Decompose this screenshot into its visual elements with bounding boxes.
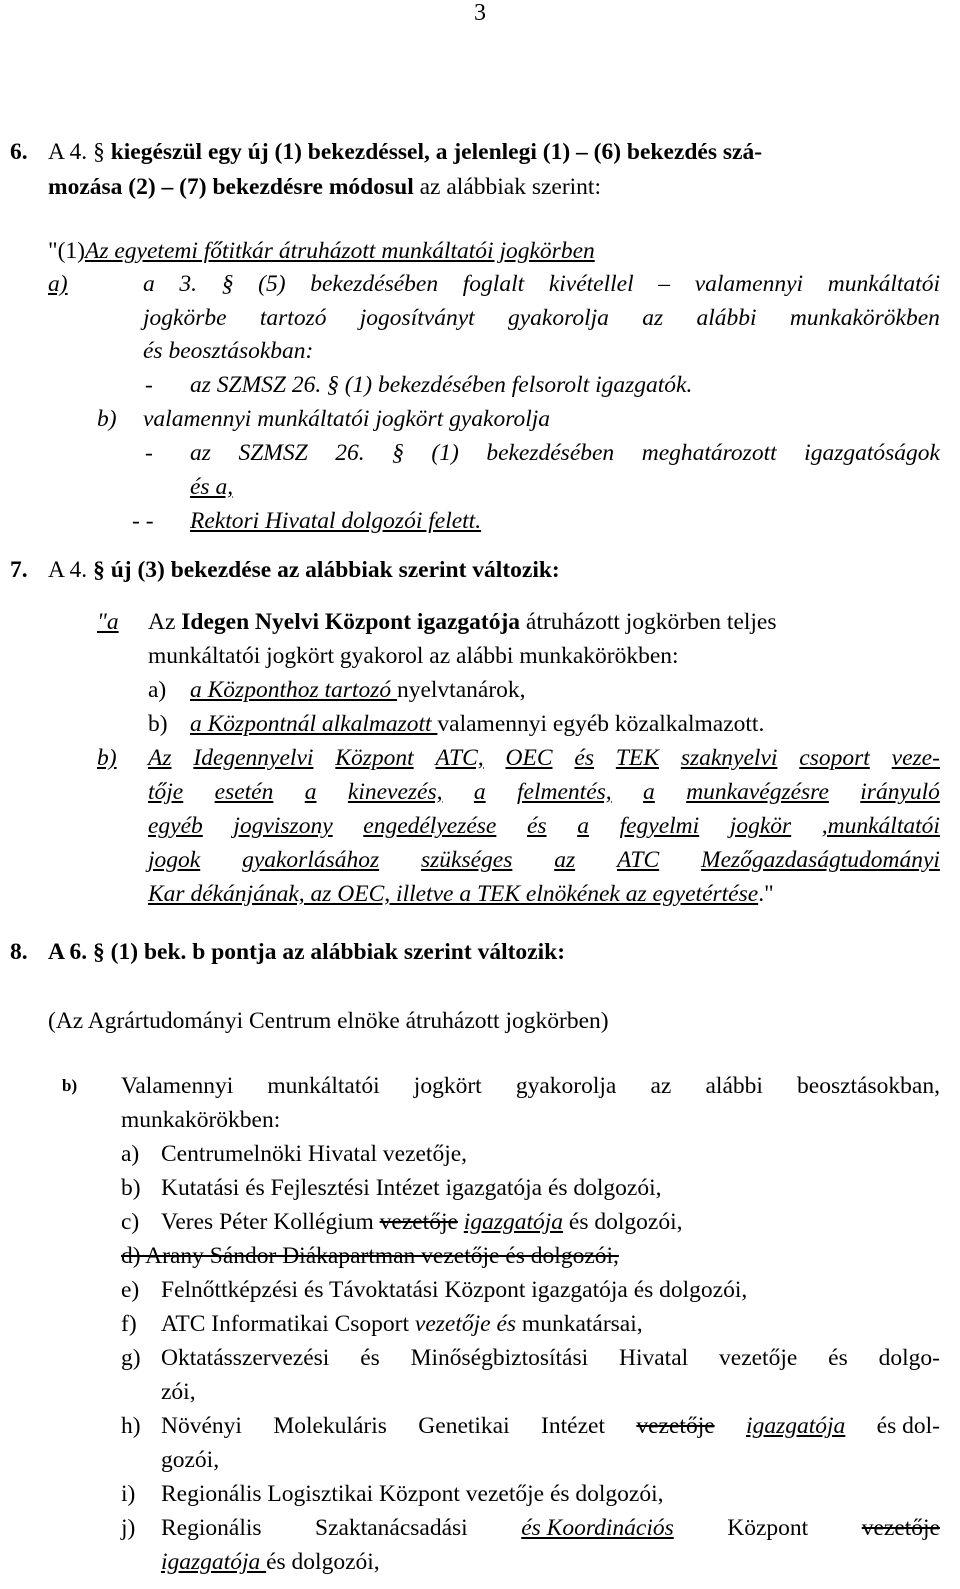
s6-point-a-item: az SZMSZ 26. § (1) bekezdésében felsorolt igazgatók. [190,372,693,398]
s8-item-h-label: h) [121,1413,141,1439]
s8-item-a: Centrumelnöki Hivatal vezetője, [161,1141,468,1167]
page-number: 3 [474,0,486,26]
s6-point-b-dash: - [145,440,153,466]
section-7-ref: A 4. [48,557,88,583]
s7-item-a: a Központhoz tartozó nyelvtanárok, [190,677,526,703]
s7-item-b-label: b) [148,711,168,737]
s6-point-b-label: b) [97,406,117,432]
section-6-line-2 [48,172,601,202]
inserted-text: vezetője és [414,1311,517,1337]
s8-item-i: Regionális Logisztikai Központ vezetője és dolgozói, [161,1481,664,1507]
section-6-heading-part-1: kiegészül egy új (1) bekezdéssel, a jelenlegi (1) – (6) bekezdés szá- [110,139,763,165]
s8-item-i-label: i) [121,1481,136,1507]
section-6-paragraph-sign: § [93,139,105,165]
s6-point-b-dash-2: - - [132,508,154,534]
section-6-heading-part-2: mozása (2) – (7) bekezdésre módosul [48,174,414,200]
s6-point-a-label: a) [48,271,68,297]
s7-point-b-label: b) [97,745,117,771]
s8-item-h-line-1: Növényi Molekuláris Genetikai Intézet vezetője igazgatója és dol- [161,1413,940,1439]
s6-point-a-line-1: a 3. § (5) bekezdésében foglalt kivétellel – valamennyi munkáltatói [143,271,940,297]
section-8-number: 8. [10,939,28,965]
s8-item-b: Kutatási és Fejlesztési Intézet igazgatója és dolgozói, [161,1175,662,1201]
deleted-text: vezetője [379,1209,458,1235]
section-8-heading: A 6. § (1) bek. b pontja az alábbiak szerint változik: [48,939,566,965]
s8-item-f: ATC Informatikai Csoport vezetője és munkatársai, [161,1311,643,1337]
s6-point-b-item-1-cont: és a, [190,474,234,500]
inserted-text: és Koordinációs [521,1515,674,1541]
s8-item-j-line-1: Regionális Szaktanácsadási és Koordinációs Központ vezetője [161,1515,940,1541]
inserted-text: igazgatója [746,1413,846,1439]
s7-point-a-line-1: Az Idegen Nyelvi Központ igazgatója átruházott jogkörben teljes [148,609,777,635]
s7-item-b: a Központnál alkalmazott valamennyi egyéb közalkalmazott. [190,711,765,737]
s7-point-b-line-4: jogok gyakorlásához szükséges az ATC Mezőgazdaságtudományi [148,847,940,873]
s7-point-b-line-3: egyéb jogviszony engedélyezése és a fegyelmi jogkör ,munkáltatói [148,813,940,839]
s8-item-d-deleted: d) Arany Sándor Diákapartman vezetője és dolgozói, [121,1243,619,1269]
section-7-heading-text: § új (3) bekezdése az alábbiak szerint változik: [93,557,560,583]
s8-point-b-line-1: Valamennyi munkáltatói jogkört gyakorolja az alábbi beosztásokban, [121,1073,940,1099]
s8-item-h-line-2: gozói, [161,1447,220,1473]
s8-item-j-line-2: igazgatója és dolgozói, [161,1549,380,1575]
s8-item-e-label: e) [121,1277,140,1303]
s7-point-a-line-2: munkáltatói jogkört gyakorol az alábbi munkakörökben: [148,643,679,669]
s8-item-g-label: g) [121,1345,141,1371]
s6-point-b-item-1: az SZMSZ 26. § (1) bekezdésében meghatározott igazgatóságok [190,440,940,466]
section-6-line-1 [48,137,762,167]
s6-point-a-line-2: jogkörbe tartozó jogosítványt gyakorolja az alábbi munkakörökben [143,305,940,331]
quote-opening-line [48,236,595,266]
deleted-text: vezetője [861,1515,940,1541]
s8-item-j-label: j) [121,1515,136,1541]
s8-item-f-label: f) [121,1311,137,1337]
s8-item-g-line-2: zói, [161,1379,196,1405]
section-6-heading-part-3: az alábbiak szerint: [419,174,601,200]
quote-open: "(1) [48,238,85,264]
s7-point-b-line-5: Kar dékánjának, az OEC, illetve a TEK elnökének az egyetértése." [148,881,774,907]
s8-item-a-label: a) [121,1141,140,1167]
s8-item-g-line-1: Oktatásszervezési és Minőségbiztosítási Hivatal vezetője és dolgo- [161,1345,940,1371]
s8-item-e: Felnőttképzési és Távoktatási Központ igazgatója és dolgozói, [161,1277,748,1303]
language-center-director: Idegen Nyelvi Központ igazgatója [181,609,521,635]
s8-item-c: Veres Péter Kollégium vezetője igazgatója és dolgozói, [161,1209,683,1235]
inserted-text: igazgatója [463,1209,564,1235]
s7-point-b-line-1: Az Idegennyelvi Központ ATC, OEC és TEK szaknyelvi csoport veze- [148,745,940,771]
quote-text: Az egyetemi főtitkár átruházott munkáltatói jogkörben [85,238,595,264]
section-7-number: 7. [10,557,28,583]
s7-point-a-label: "a [97,609,119,635]
section-6-number: 6. [10,139,28,165]
s7-point-b-line-2: tője esetén a kinevezés, a felmentés, a munkavégzésre irányuló [148,779,940,805]
section-6-ref: A 4. [48,139,88,165]
s6-point-a-line-3: és beosztásokban: [143,338,314,364]
s8-item-c-label: c) [121,1209,140,1235]
s6-point-b-text: valamennyi munkáltatói jogkört gyakorolja [143,406,551,432]
s7-item-a-label: a) [148,677,167,703]
s8-point-b-label: b) [62,1076,78,1095]
inserted-text: igazgatója [161,1549,267,1575]
section-8-context: (Az Agrártudományi Centrum elnöke átruházott jogkörben) [48,1008,609,1034]
section-7-heading [48,555,560,585]
s6-point-a-dash: - [145,372,153,398]
s6-point-b-item-2: Rektori Hivatal dolgozói felett. [190,508,482,534]
s8-item-b-label: b) [121,1175,141,1201]
deleted-text: vezetője [636,1413,715,1439]
s8-point-b-line-2: munkakörökben: [121,1107,281,1133]
